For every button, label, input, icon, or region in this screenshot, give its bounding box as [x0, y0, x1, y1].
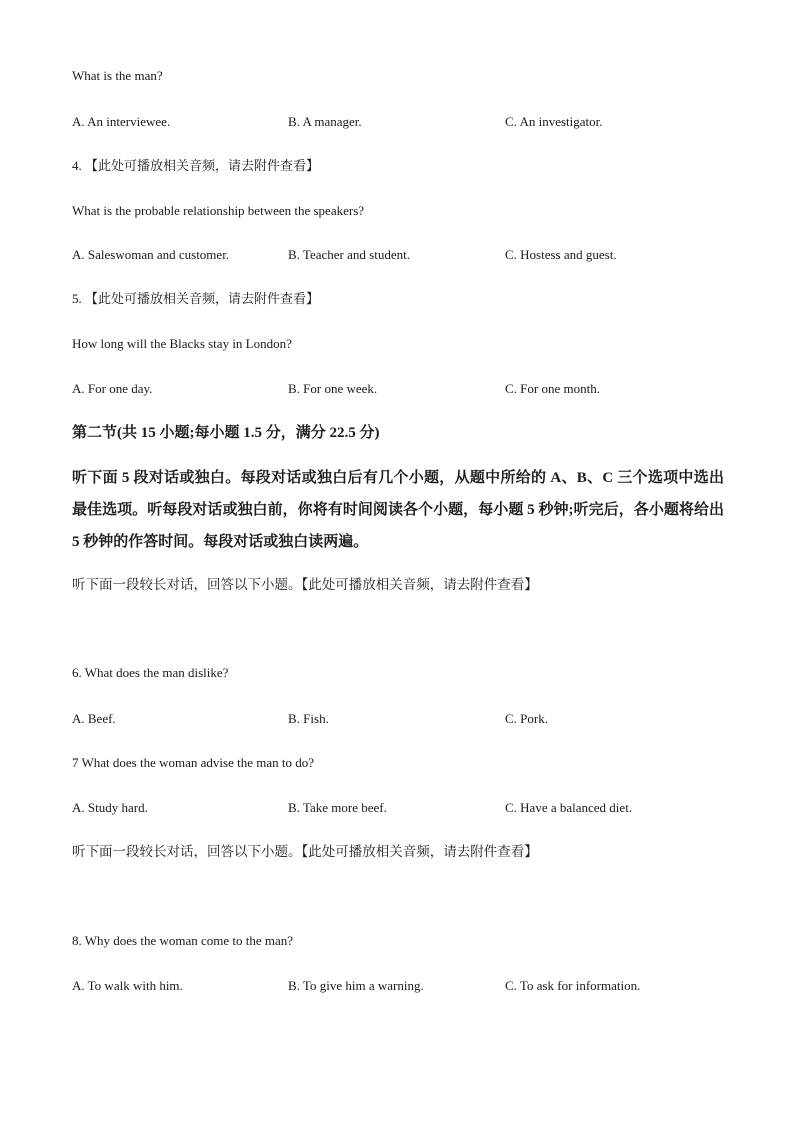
q3-options [72, 114, 732, 130]
section2-heading: 第二节(共 15 小题;每小题 1.5 分，满分 22.5 分) [72, 425, 380, 441]
q4-option-b: B. Teacher and student. [288, 247, 410, 262]
q7-option-b: B. Take more beef. [288, 800, 387, 815]
q4-option-a: A. Saleswoman and customer. [72, 247, 230, 262]
q4-option-c: C. Hostess and guest. [505, 247, 617, 262]
q6-options [72, 711, 732, 727]
q8-option-b: B. To give him a warning. [288, 978, 424, 993]
q3-option-b: B. A manager. [288, 114, 362, 129]
q7-option-a: A. Study hard. [72, 800, 148, 815]
q8-question: 8. Why does the woman come to the man? [72, 933, 294, 948]
q3-option-a: A. An interviewee. [72, 114, 171, 129]
q8-option-a: A. To walk with him. [72, 978, 183, 993]
q7-options [72, 800, 732, 816]
q8-options [72, 978, 732, 994]
q3-option-c: C. An investigator. [505, 114, 603, 129]
q4-question: What is the probable relationship between the speakers? [72, 203, 365, 218]
q6-option-b: B. Fish. [288, 711, 329, 726]
q6-question: 6. What does the man dislike? [72, 665, 229, 680]
q5-header: 5. 【此处可播放相关音频，请去附件查看】 [72, 291, 320, 306]
section2-instructions: 听下面 5 段对话或独白。每段对话或独白后有几个小题，从题中所给的 A、B、C 三个选项中选出最佳选项。听每段对话或独白前，你将有时间阅读各个小题，每小题 5 秒钟;听完后，各小题将给出 5 秒钟的作答时间。每段对话或独白读两遍。 [72, 470, 724, 550]
q5-option-a: A. For one day. [72, 381, 153, 396]
q3-question: What is the man? [72, 68, 163, 83]
q4-options [72, 247, 732, 263]
dialog1-note: 听下面一段较长对话，回答以下小题。【此处可播放相关音频，请去附件查看】 [72, 577, 538, 592]
q5-option-c: C. For one month. [505, 381, 600, 396]
q5-options [72, 381, 732, 397]
q7-question: 7 What does the woman advise the man to do? [72, 755, 315, 770]
q8-option-c: C. To ask for information. [505, 978, 641, 993]
q4-header: 4. 【此处可播放相关音频，请去附件查看】 [72, 158, 320, 173]
q6-option-a: A. Beef. [72, 711, 116, 726]
dialog2-note: 听下面一段较长对话，回答以下小题。【此处可播放相关音频，请去附件查看】 [72, 844, 538, 859]
q5-question: How long will the Blacks stay in London? [72, 336, 292, 351]
q6-option-c: C. Pork. [505, 711, 548, 726]
q7-option-c: C. Have a balanced diet. [505, 800, 633, 815]
q5-option-b: B. For one week. [288, 381, 378, 396]
